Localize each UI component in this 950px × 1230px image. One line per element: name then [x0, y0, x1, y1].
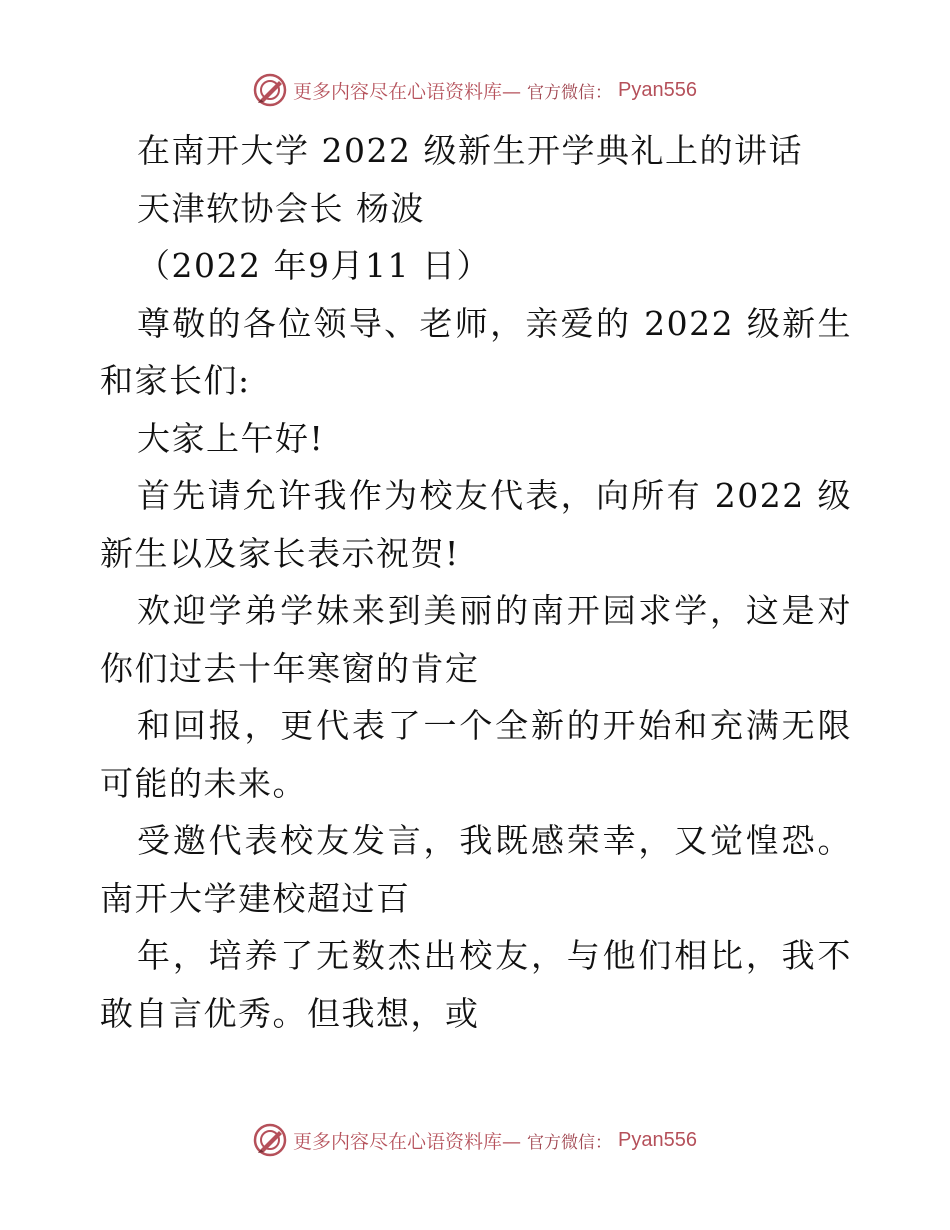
banner-wechat-label: 官方微信： — [527, 1132, 613, 1153]
paragraph: 和回报，更代表了一个全新的开始和充满无限可能的未来。 — [100, 706, 852, 803]
banner-wechat-id: Pyan556 — [618, 78, 697, 101]
header-banner — [0, 70, 950, 110]
paragraph: 欢迎学弟学妹来到美丽的南开园求学，这是对你们过去十年寒窗的肯定 — [100, 591, 852, 688]
banner-text: 更多内容尽在心语资料库— — [293, 1130, 522, 1153]
paragraph: 受邀代表校友发言，我既感荣幸，又觉惶恐。南开大学建校超过百 — [100, 821, 852, 918]
document-author: 天津软协会长 杨波 — [137, 188, 425, 228]
footer-banner — [0, 1120, 950, 1160]
pen-logo-icon — [253, 1123, 287, 1157]
document-title: 在南开大学 2022 级新生开学典礼上的讲话 — [137, 131, 803, 170]
banner-text: 更多内容尽在心语资料库— — [293, 80, 522, 103]
document-body — [100, 122, 852, 1042]
pen-logo-icon — [253, 73, 287, 107]
banner-wechat-id: Pyan556 — [618, 1128, 697, 1151]
paragraph: 年，培养了无数杰出校友，与他们相比，我不敢自言优秀。但我想，或 — [100, 936, 852, 1033]
paragraph: 大家上午好! — [137, 418, 325, 458]
document-date: （2022 年9月11 日） — [137, 246, 491, 285]
banner-wechat-label: 官方微信： — [527, 82, 613, 103]
paragraph: 首先请允许我作为校友代表，向所有 2022 级新生以及家长表示祝贺! — [100, 476, 852, 573]
paragraph: 尊敬的各位领导、老师，亲爱的 2022 级新生和家长们: — [100, 303, 852, 400]
